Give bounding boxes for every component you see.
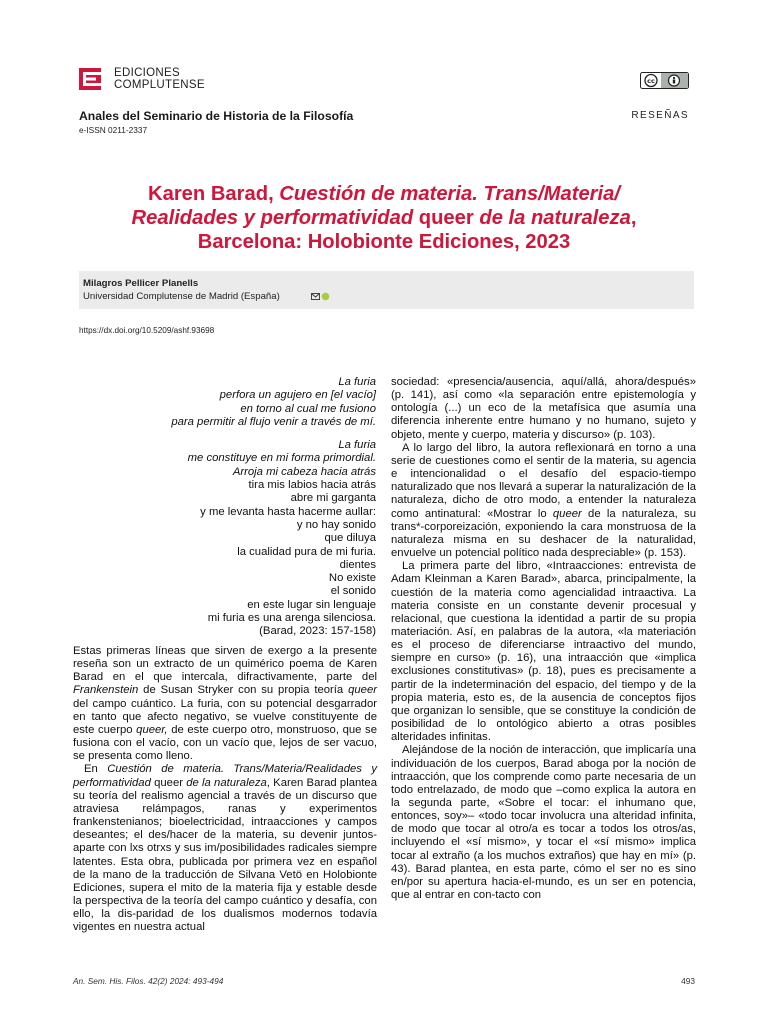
poem-line: tira mis labios hacia atrás <box>248 479 376 492</box>
author-affiliation: Universidad Complutense de Madrid (España) <box>83 291 280 302</box>
paragraph: En Cuestión de materia. Trans/Materia/Realidades y performatividad queer de la naturaleza, Karen Barad plantea su teoría del realismo agencial a través de un discurso que atraviesa relámpagos, ranas y experimentos frankenstenianos; bioelectricidad, intraacciones y campos deseantes; el des/hacer de la materia, su devenir juntos-aparte con lxs otrxs y sus im/posibilidades radicales siempre latentes. Esta obra, publicada por primera vez en español de la mano de la traducción de Silvana Vetö en Holobionte Ediciones, supera el mito de la materia fija y estable desde la perspectiva de la teoría del campo cuántico y desafía, con ello, la dis-paridad de los dualismos modernos todavía vigentes en nuestra actual <box>73 763 377 934</box>
paragraph: Alejándose de la noción de interacción, que implicaría una individuación de los cuerpos, Barad aboga por la noción de intraacción, que los comprende como parte necesaria de un todo entrelazado, de modo que –como explica la autora en la segunda parte, «Sobre el tocar: el inhumano que, entonces, soy»– «todo tocar involucra una alteridad infinita, de modo que tocar al otro/a es tocar a todos los otros/as, incluyendo el «sí mismo», y tocar el «sí mismo» implica tocar al extraño (a los muchos extraños) que hay en mí» (p. 43). Barad plantea, en esta parte, cómo el ser no es sino en/por su apertura hacia-el-mundo, es un ser en potencia, que al entrar en con-tacto con <box>391 744 696 902</box>
poem-line: en torno al cual me fusiono <box>240 402 376 415</box>
page-number: 493 <box>681 976 695 986</box>
publisher-name <box>114 67 205 91</box>
journal-title: Anales del Seminario de Historia de la Filosofía <box>79 109 354 123</box>
paragraph: A lo largo del libro, la autora reflexionará en torno a una serie de cuestiones como el sentir de la materia, su agencia e intencionalidad o el desafío del espacio-tiempo naturalizado que nos llevará a superar la naturalización de la naturaleza, dicho de otro modo, a entender la naturaleza como antinatural: «Mostrar lo queer de la naturaleza, su trans*-corporeización, exponiendo la cara monstruosa de la naturaleza misma en su deshacer de la naturalidad, envuelve un potencial político nada despreciable» (p. 153). <box>391 441 696 560</box>
poem-line: y no hay sonido <box>296 518 376 531</box>
body-right-column <box>391 376 696 902</box>
epigraph-poem <box>56 376 376 639</box>
title-line-3: Barcelona: Holobionte Ediciones, 2023 <box>197 231 571 253</box>
poem-line: abre mi garganta <box>290 492 376 505</box>
article-title <box>60 182 708 254</box>
poem-line: dientes <box>339 558 376 571</box>
title-line-2: Realidades y performatividad queer de la naturaleza, <box>131 207 637 229</box>
author-name: Milagros Pellicer Planells <box>83 278 199 289</box>
poem-line: La furia <box>338 439 376 452</box>
poem-line: perfora un agujero en [el vacío] <box>219 389 376 402</box>
footer-citation: An. Sem. His. Filos. 42(2) 2024: 493-494 <box>73 976 224 986</box>
svg-text:cc: cc <box>647 77 655 85</box>
ediciones-complutense-logo-icon <box>79 68 101 90</box>
poem-line: La furia <box>338 376 376 388</box>
email-icon[interactable] <box>312 294 320 300</box>
creative-commons-by-icon[interactable] <box>640 72 689 89</box>
publisher-line1: EDICIONES <box>114 67 180 79</box>
title-line-1: Karen Barad, Cuestión de materia. Trans/Materia/ <box>148 183 620 205</box>
paragraph: sociedad: «presencia/ausencia, aquí/allá, ahora/después» (p. 141), así como «la separación entre epistemología y ontología (...) un eco de la metafísica que asumía una diferencia inherente entre humano y no humano, sujeto y objeto, mente y cuerpo, materia y discurso» (p. 103). <box>391 376 696 441</box>
poem-citation: (Barad, 2023: 157-158) <box>259 625 376 638</box>
poem-line: me constituye en mi forma primordial. <box>187 452 376 465</box>
author-contact-icons <box>311 292 331 301</box>
poem-line: la cualidad pura de mi furia. <box>237 545 376 558</box>
poem-line: el sonido <box>330 585 376 598</box>
poem-line: en este lugar sin lenguaje <box>247 598 376 611</box>
doi-link[interactable]: https://dx.doi.org/10.5209/ashf.93698 <box>79 326 215 335</box>
section-label: RESEÑAS <box>631 110 689 121</box>
author-box <box>79 271 694 309</box>
publisher-line2: COMPLUTENSE <box>114 79 205 91</box>
poem-line: y me levanta hasta hacerme aullar: <box>200 505 376 518</box>
poem-line: para permitir al flujo venir a través de mí. <box>171 415 376 428</box>
poem-line: mi furia es una arenga silenciosa. <box>207 612 376 625</box>
paragraph: Estas primeras líneas que sirven de exergo a la presente reseña son un extracto de un quimérico poema de Karen Barad en el que intercala, difractivamente, parte del Frankenstein de Susan Stryker con su propia teoría queer del campo cuántico. La furia, con su potencial desgarrador en tanto que afecto negativo, se vuelve constituyente de este cuerpo queer, de este cuerpo otro, monstruoso, que se fusiona con el vacío, con un vacío que, lejos de ser vacuo, se presenta como lleno. <box>73 645 377 763</box>
orcid-icon[interactable] <box>322 293 330 301</box>
poem-line: Arroja mi cabeza hacia atrás <box>232 465 376 478</box>
paragraph: La primera parte del libro, «Intraacciones: entrevista de Adam Kleinman a Karen Barad», abarca, principalmente, la cuestión de la materia como agencialidad intraactiva. La materia consiste en un constante devenir procesual y relacional, que cuestiona la identidad a partir de su propia materiación. Así, en palabras de la autora, «la materiación es el proceso de diferenciarse intraactivo del mundo, siempre en curso» (p. 16), una intraacción que «implica exclusiones constitutivas» (p. 18), pues es precisamente a partir de la indeterminación del espacio, del tiempo y de la propia materia, esto es, de la ausencia de conceptos fijos que organizan lo sensible, que se constituye la condición de posibilidad de lo ontológico abierto a otras posibles alteridades infinitas. <box>391 560 696 744</box>
poem-line: que diluya <box>324 532 376 545</box>
journal-issn: e-ISSN 0211-2337 <box>79 125 148 135</box>
body-left-column <box>73 645 377 934</box>
poem-line: No existe <box>328 572 376 585</box>
